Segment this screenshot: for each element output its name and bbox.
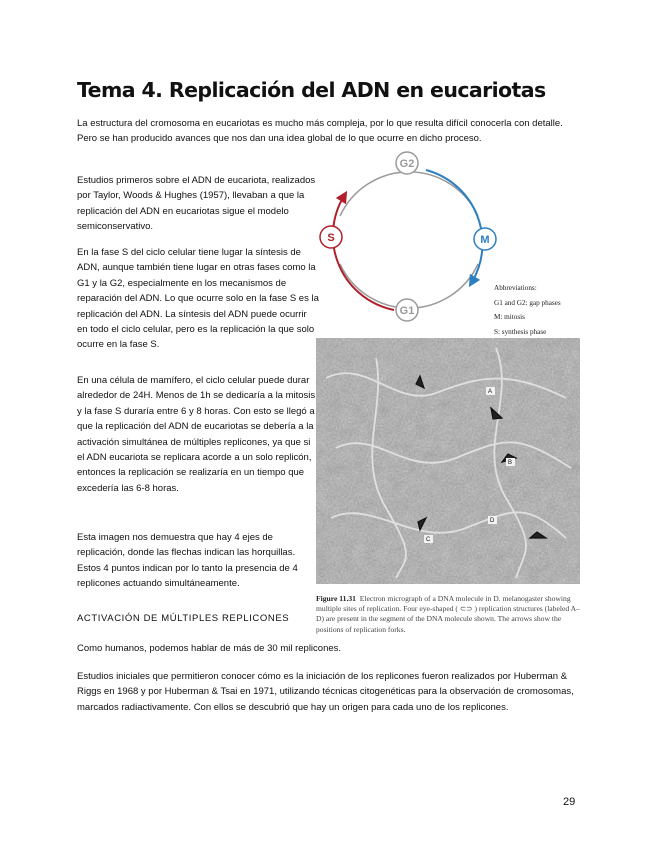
point-label-b: B — [508, 460, 513, 466]
s-phase-paragraph: En la fase S del ciclo celular tiene lugar la síntesis de ADN, aunque también tiene lugar en otras fases como la G1 y la G2, especialmente en los mecanismos de reparación del ADN. Lo que ocurre solo en la fase S es la replicación del ADN. La síntesis del ADN puede ocurrir en todo el ciclo celular, pero es la replicación la que solo ocurre en la fase S. — [77, 247, 319, 351]
image-description-paragraph: Esta imagen nos demuestra que hay 4 ejes de replicación, donde las flechas indican las horquillas. Estos 4 puntos indican por lo tanto la presencia de 4 replicones actuando simultáneamente. — [77, 532, 298, 590]
figure-caption — [316, 594, 582, 635]
m-label: M — [480, 234, 490, 246]
point-label-c: C — [426, 537, 431, 543]
abbr-title: Abbreviations: — [494, 284, 537, 292]
intro-paragraph: La estructura del cromosoma en eucariotas es mucho más compleja, por lo que resulta difícil conocerla con detalle. Pero se han producido avances que nos dan una idea global de lo que ocurre en dicho proceso. — [77, 118, 563, 145]
gray-arc-top — [340, 172, 478, 216]
figure-caption-label: Figure 11.31 — [316, 594, 356, 603]
s-label: S — [327, 232, 335, 244]
abbr-synthesis: S: synthesis phase — [494, 327, 547, 336]
section-heading: ACTIVACIÓN DE MÚLTIPLES REPLICONES — [77, 613, 290, 624]
g1-node — [396, 299, 418, 321]
abbr-gap: G1 and G2: gap phases — [494, 298, 561, 307]
s-node — [320, 226, 342, 248]
figure-caption-text: Electron micrograph of a DNA molecule in D. melanogaster showing multiple sites of replication. Four eye-shaped ( ⊂⊃ ) replication structures (labeled A–D) are present in the segment of the DNA molecule shown. The arrows show the positions of replication forks. — [316, 594, 580, 634]
point-label-d: D — [490, 518, 495, 524]
g2-label: G2 — [399, 158, 415, 170]
point-label-a: A — [488, 389, 493, 395]
electron-micrograph — [316, 338, 580, 584]
g1-label: G1 — [399, 305, 415, 317]
cycle-abbreviations — [494, 281, 561, 339]
taylor-paragraph: Estudios primeros sobre el ADN de eucariota, realizados por Taylor, Woods & Hughes (1957), llevaban a que la replicación del ADN en eucariotas sigue el modelo semiconservativo. — [77, 175, 316, 233]
m-node — [474, 228, 496, 250]
abbr-mitosis: M: mitosis — [494, 313, 525, 321]
page-title: Tema 4. Replicación del ADN en eucariotas — [77, 78, 546, 102]
page-number: 29 — [563, 796, 576, 808]
cell-cycle-diagram — [310, 148, 500, 328]
huberman-paragraph: Estudios iniciales que permitieron conocer cómo es la iniciación de los replicones fueron realizados por Huberman & Riggs en 1968 y por Huberman & Tsai en 1971, utilizando técnicas citogenéticas para la observación de cromosomas, marcados radiactivamente. Con ellos se descubrió que hay un origen para cada uno de los replicones. — [77, 671, 574, 713]
mammal-cycle-paragraph: En una célula de mamífero, el ciclo celular puede durar alrededor de 24H. Menos de 1h se dedicaría a la mitosis y la fase S duraría entre 6 y 8 horas. Con esto se llegó a que la replicación del ADN de eucariotas se debería a la activación simultánea de múltiples replicones, ya que si el ADN eucariota se replicara acorde a un solo replicón, entonces la replicación se realizaría en un tiempo que excedería las 6-8 horas. — [77, 375, 316, 494]
g2-node — [396, 152, 418, 174]
human-replicons-paragraph: Como humanos, podemos hablar de más de 30 mil replicones. — [77, 643, 342, 654]
